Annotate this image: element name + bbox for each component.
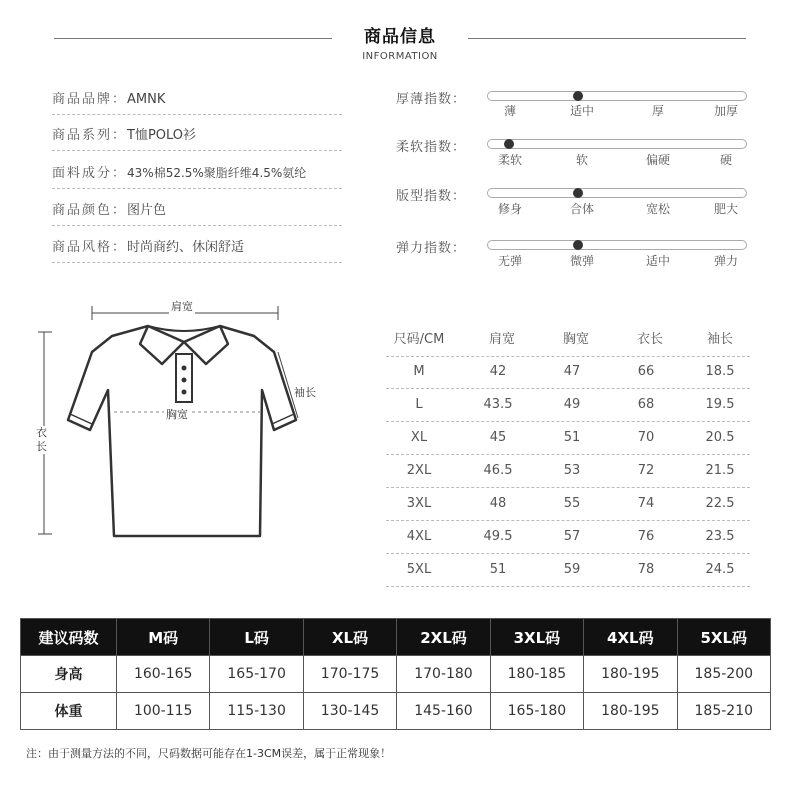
index-knob [573, 188, 583, 198]
attr-label: 商品颜色： [52, 203, 128, 218]
option-label: 偏硬 [645, 153, 670, 167]
attr-series [52, 124, 342, 146]
size-cell: M [413, 364, 425, 379]
size-cell: 5XL [406, 562, 432, 577]
measurement-diagram [30, 292, 330, 552]
table-row [386, 389, 750, 421]
attr-brand [52, 88, 342, 110]
header-cell: 建议码数 [21, 619, 117, 656]
index-knob [504, 139, 514, 149]
header-cell: 3XL码 [490, 619, 583, 656]
value-cell: 66 [637, 364, 655, 379]
value-cell: 76 [637, 529, 655, 544]
divider [52, 262, 342, 263]
attr-label: 面料成分： [52, 166, 128, 181]
header-line-left [54, 38, 332, 39]
attr-value: 图片色 [127, 203, 167, 218]
option-label: 薄 [503, 104, 516, 118]
attr-value: T恤POLO衫 [127, 128, 197, 143]
size-table-header [386, 324, 750, 356]
header-cell: XL码 [303, 619, 396, 656]
header-cell: 胸宽 [562, 332, 589, 347]
table-row [386, 356, 750, 388]
value-cell: 72 [637, 463, 655, 478]
size-cell: 4XL [406, 529, 432, 544]
header-cell: 肩宽 [488, 332, 515, 347]
header-cell: L码 [210, 619, 303, 656]
divider [52, 188, 342, 189]
option-label: 弹力 [713, 254, 738, 268]
divider [52, 225, 342, 226]
value-cell: 22.5 [705, 496, 735, 511]
label-sleeve: 袖长 [294, 386, 316, 399]
header-cell: M码 [117, 619, 210, 656]
row-header: 身高 [21, 656, 117, 693]
value-cell: 185-210 [677, 693, 770, 730]
value-cell: 21.5 [705, 463, 735, 478]
value-cell: 19.5 [705, 397, 735, 412]
section-subtitle: INFORMATION [362, 51, 438, 62]
value-cell: 42 [489, 364, 507, 379]
attr-style [52, 236, 342, 258]
attr-label: 商品系列： [52, 128, 128, 143]
attr-fabric [52, 162, 342, 184]
header-cell: 衣长 [636, 332, 663, 347]
option-label: 厚 [651, 104, 664, 118]
recommend-table [20, 618, 771, 730]
value-cell: 45 [489, 430, 507, 445]
option-label: 硬 [719, 153, 732, 167]
index-track [487, 139, 747, 149]
row-header: 体重 [21, 693, 117, 730]
value-cell: 18.5 [705, 364, 735, 379]
option-label: 合体 [569, 202, 594, 216]
size-cell: 2XL [406, 463, 432, 478]
index-label: 厚薄指数： [396, 92, 467, 107]
label-length: 衣长 [36, 426, 50, 454]
label-chest: 胸宽 [166, 408, 188, 421]
polo-shirt-icon [30, 292, 330, 552]
attr-color [52, 199, 342, 221]
index-track [487, 240, 747, 250]
value-cell: 180-195 [584, 656, 677, 693]
index-label: 弹力指数： [396, 241, 467, 256]
table-row [386, 554, 750, 586]
value-cell: 47 [563, 364, 581, 379]
attr-value: AMNK [127, 92, 166, 107]
value-cell: 51 [563, 430, 581, 445]
divider [52, 114, 342, 115]
header-cell: 尺码/CM [393, 332, 445, 347]
label-shoulder: 肩宽 [171, 300, 193, 313]
value-cell: 74 [637, 496, 655, 511]
option-label: 微弹 [569, 254, 594, 268]
attr-value: 43%棉52.5%聚脂纤维4.5%氨纶 [127, 166, 307, 180]
value-cell: 180-195 [584, 693, 677, 730]
divider [386, 586, 750, 587]
value-cell: 70 [637, 430, 655, 445]
divider [52, 150, 342, 151]
index-knob [573, 240, 583, 250]
value-cell: 180-185 [490, 656, 583, 693]
section-title: 商品信息 [364, 27, 436, 47]
value-cell: 145-160 [397, 693, 490, 730]
attr-label: 商品品牌： [52, 92, 128, 107]
index-track [487, 188, 747, 198]
option-label: 适中 [569, 104, 594, 118]
header-cell: 4XL码 [584, 619, 677, 656]
value-cell: 130-145 [303, 693, 396, 730]
value-cell: 55 [563, 496, 581, 511]
header-cell: 5XL码 [677, 619, 770, 656]
recommend-header-row [21, 619, 771, 656]
option-label: 无弹 [497, 254, 522, 268]
table-row [386, 521, 750, 553]
value-cell: 59 [563, 562, 581, 577]
value-cell: 48 [489, 496, 507, 511]
option-label: 适中 [645, 254, 670, 268]
attr-label: 商品风格： [52, 240, 128, 255]
value-cell: 23.5 [705, 529, 735, 544]
table-row [21, 693, 771, 730]
value-cell: 100-115 [117, 693, 210, 730]
table-row [386, 455, 750, 487]
value-cell: 24.5 [705, 562, 735, 577]
value-cell: 51 [489, 562, 507, 577]
table-row [386, 488, 750, 520]
attr-value: 时尚商约、休闲舒适 [127, 240, 245, 255]
option-label: 柔软 [497, 153, 522, 167]
value-cell: 165-180 [490, 693, 583, 730]
index-label: 版型指数： [396, 189, 467, 204]
table-row [386, 422, 750, 454]
header-cell: 袖长 [706, 332, 733, 347]
option-label: 修身 [497, 202, 522, 216]
value-cell: 49 [563, 397, 581, 412]
value-cell: 78 [637, 562, 655, 577]
option-label: 宽松 [645, 202, 670, 216]
value-cell: 170-175 [303, 656, 396, 693]
value-cell: 115-130 [210, 693, 303, 730]
value-cell: 43.5 [483, 397, 513, 412]
value-cell: 46.5 [483, 463, 513, 478]
option-label: 软 [575, 153, 588, 167]
header-cell: 2XL码 [397, 619, 490, 656]
table-row [21, 656, 771, 693]
value-cell: 20.5 [705, 430, 735, 445]
value-cell: 49.5 [483, 529, 513, 544]
value-cell: 170-180 [397, 656, 490, 693]
index-knob [573, 91, 583, 101]
value-cell: 160-165 [117, 656, 210, 693]
footnote: 注：由于测量方法的不同，尺码数据可能存在1-3CM误差，属于正常现象！ [26, 747, 392, 760]
value-cell: 53 [563, 463, 581, 478]
value-cell: 68 [637, 397, 655, 412]
value-cell: 185-200 [677, 656, 770, 693]
size-cell: 3XL [406, 496, 432, 511]
size-cell: L [415, 397, 423, 412]
index-track [487, 91, 747, 101]
value-cell: 57 [563, 529, 581, 544]
size-cell: XL [410, 430, 428, 445]
header-line-right [468, 38, 746, 39]
index-label: 柔软指数： [396, 140, 467, 155]
value-cell: 165-170 [210, 656, 303, 693]
option-label: 肥大 [713, 202, 738, 216]
option-label: 加厚 [713, 104, 738, 118]
